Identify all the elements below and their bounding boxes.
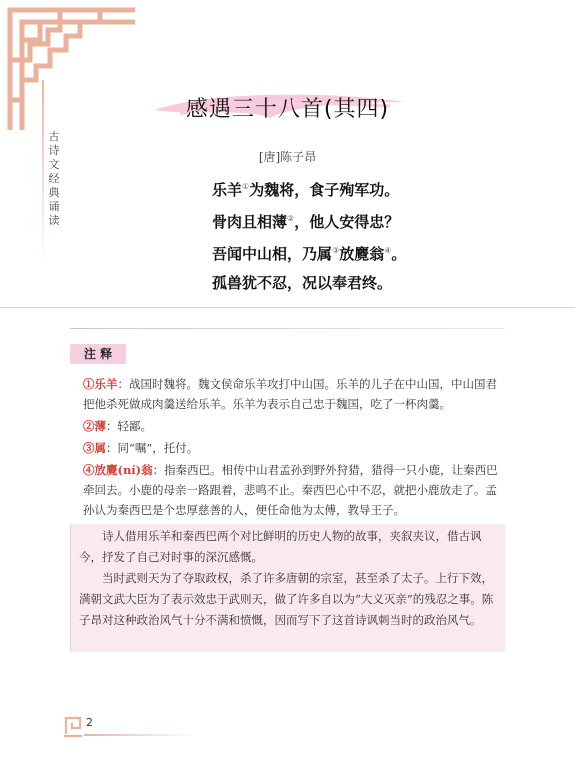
page-number: 2 — [86, 716, 93, 729]
poem-line: 吾闻中山相，乃属③放麑翁④。 — [212, 245, 407, 263]
poem-line: 骨肉且相薄②，他人安得忠？ — [212, 213, 400, 231]
notes-heading: 注 释 — [70, 344, 126, 364]
series-side-label: 古诗文经典诵读 — [48, 130, 60, 227]
note-item: ③属：同“嘱”，托付。 — [83, 441, 199, 455]
poem-line: 孤兽犹不忍，况以奉君终。 — [212, 274, 393, 292]
page-number-ornament — [62, 712, 84, 738]
poem-author: [唐]陈子昂 — [258, 150, 317, 164]
note-item: ①乐羊：战国时魏将。魏文侯命乐羊攻打中山国。乐羊的儿子在中山国，中山国君把他杀死做成肉羹送给乐羊。乐羊为表示自己忠于魏国，吃了一杯肉羹。 — [83, 377, 497, 411]
note-item: ④放麑(ní)翁：指秦西巴。相传中山君孟孙到野外狩猎，猎得一只小鹿，让秦西巴牵回去。小鹿的母亲一路跟着，悲鸣不止。秦西巴心中不忍，就把小鹿放走了。孟孙认为秦西巴是个忠厚慈善的人，便任命他为太傅，教导王子。 — [83, 463, 498, 517]
poem-title: 感遇三十八首(其四) — [185, 97, 390, 122]
page-number-rule — [84, 734, 194, 736]
notes-list — [75, 374, 505, 522]
commentary-paragraph: 当时武则天为了夺取政权，杀了许多唐朝的宗室，甚至杀了太子。上行下效，满朝文武大臣为了表示效忠于武则天，做了许多自以为“大义灭亲”的残忍之事。陈子昂对这种政治风气十分不满和愤慨，因而写下了这首诗讽刺当时的政治风气。 — [79, 571, 494, 627]
poem-line: 乐羊①为魏将，食子殉军功。 — [212, 181, 400, 199]
divider — [0, 307, 575, 308]
commentary-box — [70, 524, 505, 652]
note-item: ②薄：轻鄙。 — [83, 419, 152, 433]
commentary-paragraph: 诗人借用乐羊和秦西巴两个对比鲜明的历史人物的故事，夹叙夹议，借古讽今，抒发了自己对时事的深沉感慨。 — [79, 529, 482, 564]
divider — [70, 328, 505, 329]
poem-body — [212, 176, 406, 304]
